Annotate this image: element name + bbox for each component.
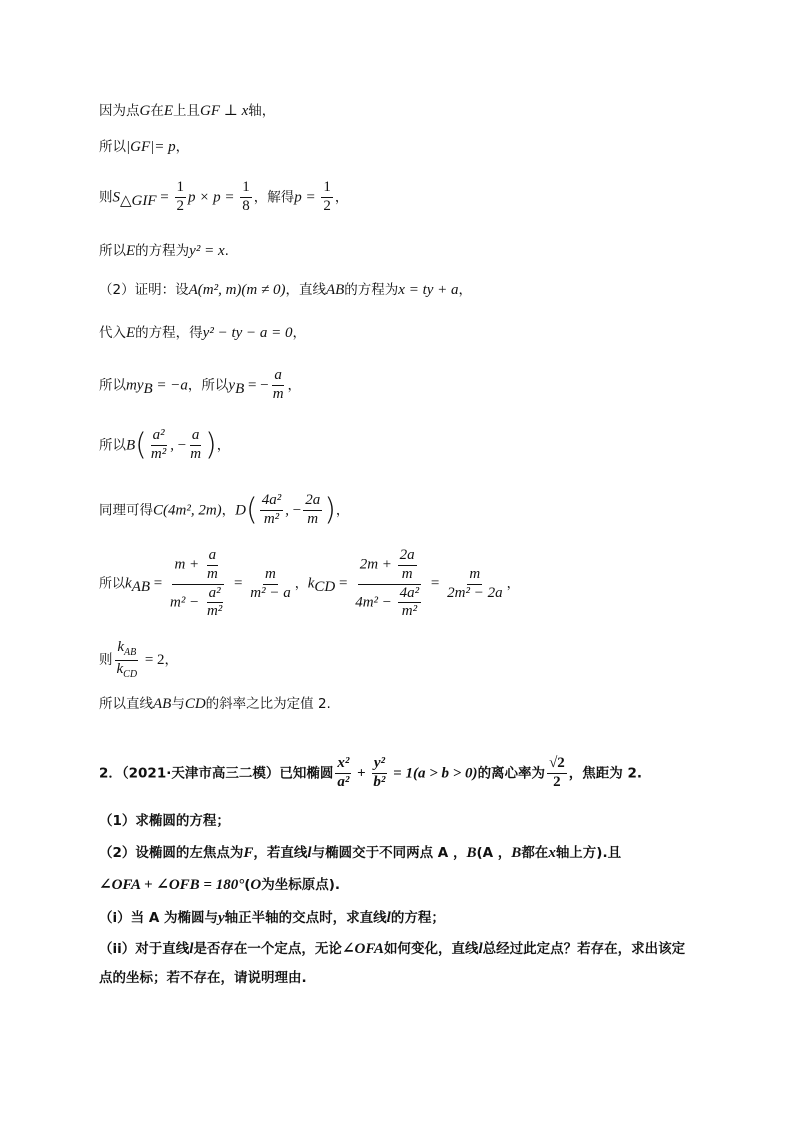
fraction (240, 180, 252, 215)
solution-line-10 (99, 548, 520, 620)
text: 同理可得 (99, 502, 153, 519)
text: 轴， (248, 103, 276, 119)
math: △GIF (120, 192, 157, 209)
math: B (126, 437, 136, 454)
denominator: m (401, 565, 413, 582)
math: C(4m², 2m) (153, 502, 222, 519)
math: m + (174, 556, 203, 573)
math: = − (244, 377, 269, 394)
text: 的方程； (390, 910, 445, 926)
text: 与 (171, 696, 185, 712)
text: ， (335, 502, 350, 519)
solution-line-12 (99, 697, 331, 712)
denominator: a² (337, 773, 350, 790)
math: 2m + (359, 556, 396, 573)
text: ， (292, 325, 307, 341)
text: 2．（2021·天津市高三二模）已知椭圆 (99, 765, 334, 782)
numerator: 1 (175, 180, 187, 198)
text: 代入 (99, 325, 126, 341)
text: 的方程为 (135, 243, 190, 259)
numerator: 2a (398, 548, 417, 566)
denominator: m (272, 385, 284, 402)
solution-line-2 (99, 140, 189, 155)
text: ，若直线 (253, 845, 308, 861)
text: 在 (150, 103, 164, 119)
text: （2）设椭圆的左焦点为 (99, 845, 244, 861)
fraction (321, 180, 333, 215)
text: ，焦距为 2. (568, 765, 643, 782)
math: k (117, 639, 125, 655)
math: x = ty + a (398, 282, 459, 298)
text: （2）证明：设 (99, 282, 189, 298)
math: B (235, 380, 245, 397)
fraction (205, 548, 220, 583)
text: ， (216, 437, 231, 454)
math: E (163, 103, 174, 119)
numerator: m (263, 567, 278, 585)
math: x (241, 103, 249, 119)
text: 上且 (173, 103, 201, 119)
math: l (307, 845, 312, 861)
math: F (243, 845, 254, 861)
math: k (116, 660, 124, 677)
text: ， (334, 189, 349, 206)
text: 与椭圆交于不同两点 A ， (311, 845, 467, 861)
math: AB (131, 579, 151, 596)
math: l (189, 941, 194, 957)
numerator: y² (372, 756, 387, 774)
math: = (150, 575, 166, 592)
denominator: m² (206, 603, 223, 620)
numerator (115, 640, 138, 661)
text: ， (287, 377, 302, 394)
denominator: 8 (242, 197, 250, 214)
math: AB (325, 282, 345, 298)
math: E (126, 325, 136, 341)
question-2-ii-cont (99, 972, 307, 986)
math: y² − ty − a = 0 (202, 325, 293, 341)
math: D (235, 502, 247, 519)
text: ， (506, 576, 520, 592)
numerator: √2 (547, 756, 567, 774)
text: ，所以 (187, 377, 229, 394)
text: (A ， (476, 845, 512, 861)
fraction (547, 756, 567, 791)
math: p = (294, 189, 320, 206)
math: CD (314, 579, 336, 596)
numerator: m (467, 567, 482, 585)
text: 点的坐标；若不存在，请说明理由. (99, 970, 307, 986)
numerator: 2a (303, 493, 322, 511)
numerator (172, 548, 223, 585)
math: CD (184, 696, 206, 712)
fraction (353, 548, 425, 620)
denominator: 2 (553, 773, 561, 790)
text: 为坐标原点). (261, 877, 341, 893)
math: AB (124, 647, 137, 658)
denominator (168, 585, 228, 621)
math: l (386, 910, 391, 926)
text: ， (164, 652, 179, 668)
math: y (217, 910, 225, 926)
numerator: 1 (321, 180, 333, 198)
text: 的斜率之比为定值 2. (205, 696, 331, 712)
denominator: m (206, 565, 218, 582)
math: B (511, 845, 522, 861)
math: my (126, 377, 144, 394)
math: B (466, 845, 477, 861)
problem-2-heading (99, 756, 642, 791)
math: , − (170, 437, 187, 454)
text: ，直线 (285, 282, 326, 298)
question-1 (99, 815, 230, 829)
numerator: 4a² (398, 586, 422, 604)
solution-line-3 (99, 180, 348, 215)
text: 所以 (99, 243, 126, 259)
text: 总经过此定点？若存在，求出该定 (482, 941, 686, 957)
solution-line-1 (99, 104, 275, 119)
math: + (353, 765, 370, 782)
fraction (303, 493, 322, 528)
fraction (260, 493, 284, 528)
text: 因为点 (99, 103, 140, 119)
math: ⊥ (220, 103, 242, 119)
text: 所以 (99, 576, 126, 592)
numerator (358, 548, 421, 585)
fraction (115, 640, 140, 680)
math: p × p = (188, 189, 239, 206)
math: ∠OFA + ∠OFB = 180° (99, 877, 245, 893)
math: CD (123, 668, 138, 680)
denominator: m (307, 510, 319, 527)
numerator: a² (151, 428, 167, 446)
math: S (112, 189, 120, 206)
math: B (143, 380, 153, 397)
text: ， (175, 139, 190, 155)
fraction (248, 567, 292, 602)
numerator: a (207, 548, 219, 566)
math: = (427, 575, 444, 592)
fraction (205, 586, 224, 621)
text: ( (244, 877, 251, 893)
text: 轴正半轴的交点时，求直线 (224, 910, 387, 926)
numerator: a (190, 428, 202, 446)
denominator: m² (401, 603, 418, 620)
text: 的方程为 (344, 282, 399, 298)
text: 所以 (99, 437, 126, 454)
math: = −a (152, 377, 188, 394)
math: k (125, 575, 132, 592)
denominator (353, 585, 425, 621)
denominator: m² (150, 445, 167, 462)
math: |GF|= p (126, 139, 176, 155)
math: G (139, 103, 151, 119)
text: . (224, 243, 229, 259)
solution-line-9 (99, 493, 349, 528)
math: x (548, 845, 556, 861)
math: 4m² − (355, 594, 396, 611)
paren-close: ) (205, 427, 217, 463)
math: ∠OFA (341, 941, 384, 957)
text: 所以直线 (99, 696, 153, 712)
fraction (445, 567, 504, 602)
math: = 1(a > b > 0) (389, 765, 478, 782)
text: ， (221, 502, 236, 519)
text: 是否存在一个定点，无论 (193, 941, 342, 957)
math: , − (285, 502, 302, 519)
math: m² − (169, 594, 203, 611)
denominator: 2 (323, 197, 331, 214)
numerator: a (272, 368, 284, 386)
question-2-condition (99, 878, 340, 893)
text: 轴上方).且 (555, 845, 622, 861)
fraction (175, 180, 187, 215)
denominator: 2 (176, 197, 184, 214)
numerator: 1 (240, 180, 252, 198)
solution-line-4 (99, 244, 229, 259)
text: 都在 (521, 845, 549, 861)
text: 则 (99, 652, 113, 668)
text: 如何变化，直线 (383, 941, 479, 957)
numerator: a² (207, 586, 223, 604)
solution-line-5 (99, 283, 472, 298)
question-2-i (99, 911, 445, 926)
text: 的方程，得 (135, 325, 203, 341)
question-2-ii (99, 942, 685, 957)
numerator: x² (335, 756, 351, 774)
denominator: m (190, 445, 202, 462)
text: 的离心率为 (477, 765, 546, 782)
fraction (188, 428, 203, 463)
denominator: b² (373, 773, 386, 790)
solution-line-11 (99, 640, 178, 680)
math: A(m², m)(m ≠ 0) (188, 282, 286, 298)
fraction (149, 428, 168, 463)
fraction (371, 756, 387, 791)
text: （1）求椭圆的方程； (99, 813, 230, 829)
text: （ii）对于直线 (99, 941, 190, 957)
math: l (478, 941, 483, 957)
math: = (335, 575, 352, 592)
denominator: m² − a (250, 584, 291, 601)
paren-open: ( (246, 492, 258, 528)
solution-line-8 (99, 428, 230, 463)
paren-close: ) (324, 492, 336, 528)
question-2 (99, 846, 621, 861)
numerator: 4a² (260, 493, 284, 511)
text: 则 (99, 189, 113, 206)
text: ， (294, 576, 308, 592)
math: AB (153, 696, 172, 712)
text: （i）当 A 为椭圆与 (99, 910, 218, 926)
paren-open: ( (135, 427, 147, 463)
fraction (168, 548, 228, 620)
math: = 2 (141, 652, 165, 668)
math: O (250, 877, 262, 893)
solution-line-6 (99, 326, 306, 341)
text: 所以 (99, 139, 126, 155)
denominator: 2m² − 2a (447, 584, 503, 601)
text: 所以 (99, 377, 126, 394)
math: y² = x (189, 243, 225, 259)
denominator (115, 661, 140, 681)
math: y (228, 377, 236, 394)
denominator: m² (263, 510, 280, 527)
math: k (307, 575, 315, 592)
text: ，解得 (253, 189, 295, 206)
fraction (398, 548, 417, 583)
math: = (156, 189, 173, 206)
fraction (335, 756, 351, 791)
fraction (398, 586, 422, 621)
text: ， (458, 282, 473, 298)
math: = (230, 575, 247, 592)
math: E (126, 243, 136, 259)
math: GF (200, 103, 221, 119)
fraction (271, 368, 286, 403)
solution-line-7 (99, 368, 301, 403)
